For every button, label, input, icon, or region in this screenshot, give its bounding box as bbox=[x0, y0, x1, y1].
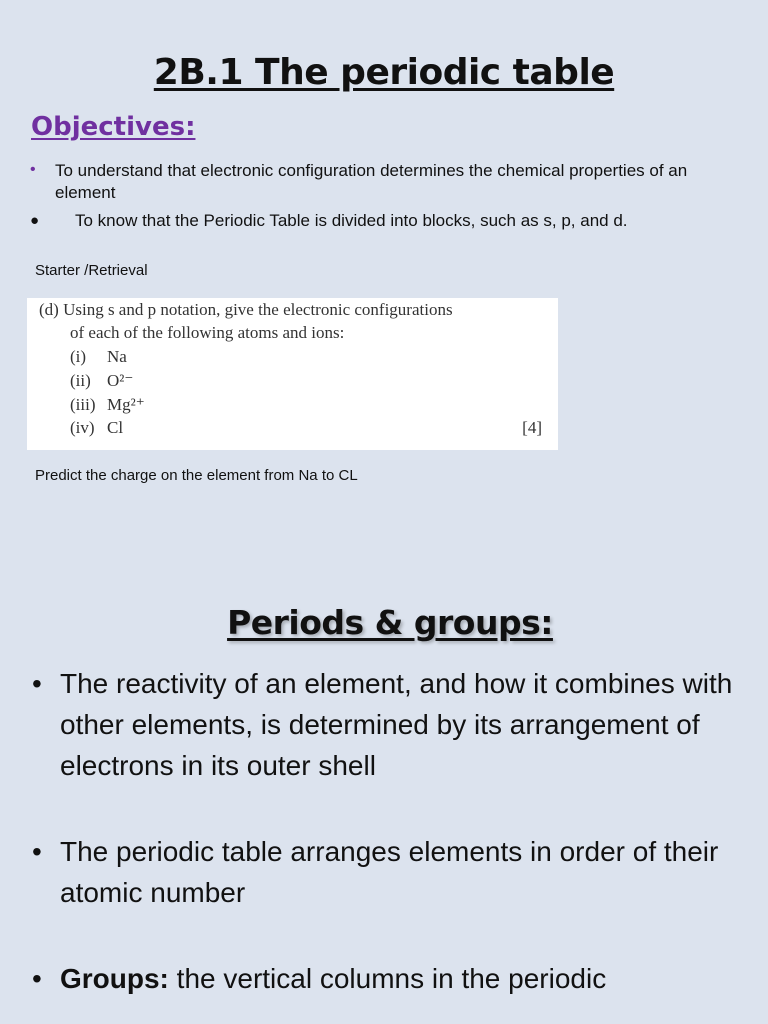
periods-bullets bbox=[32, 663, 752, 999]
question-part-text: Mg²⁺ bbox=[107, 395, 145, 414]
question-line: of each of the following atoms and ions: bbox=[70, 323, 345, 342]
question-part-text: Cl bbox=[107, 418, 124, 437]
question-part-num: (i) bbox=[70, 347, 87, 366]
bullet-text: The periodic table arranges elements in order of their atomic number bbox=[60, 836, 719, 908]
bullet-item bbox=[32, 958, 752, 999]
bullet-icon: • bbox=[32, 836, 42, 867]
question-marks: [4] bbox=[522, 418, 542, 437]
question-part-text: Na bbox=[107, 347, 127, 366]
question-line: (d) Using s and p notation, give the electronic configurations bbox=[39, 300, 453, 319]
bullet-icon: • bbox=[32, 668, 42, 699]
question-part-num: (iii) bbox=[70, 395, 96, 414]
bullet-icon: • bbox=[32, 963, 42, 994]
objective-text: To understand that electronic configuration determines the chemical properties of an element bbox=[55, 161, 688, 202]
groups-label: Groups: bbox=[60, 963, 169, 994]
question-part-num: (iv) bbox=[70, 418, 95, 437]
objectives-heading: Objectives: bbox=[31, 112, 196, 142]
objective-item bbox=[30, 160, 730, 204]
bullet-item bbox=[32, 831, 752, 913]
groups-text: the vertical columns in the periodic bbox=[168, 963, 607, 994]
question-part-num: (ii) bbox=[70, 371, 91, 390]
predict-prompt: Predict the charge on the element from Na to CL bbox=[35, 467, 358, 484]
bullet-icon: ● bbox=[30, 212, 40, 229]
page-title: 2B.1 The periodic table bbox=[153, 52, 615, 93]
starter-label: Starter /Retrieval bbox=[35, 262, 148, 279]
bullet-icon: • bbox=[30, 161, 36, 178]
question-part-text: O²⁻ bbox=[107, 371, 134, 390]
question-image bbox=[27, 298, 558, 450]
bullet-text: The reactivity of an element, and how it combines with other elements, is determined by its arrangement of electrons in its outer shell bbox=[60, 668, 733, 781]
objective-text: To know that the Periodic Table is divided into blocks, such as s, p, and d. bbox=[75, 211, 628, 230]
objective-item bbox=[30, 210, 730, 232]
periods-heading: Periods & groups: bbox=[227, 603, 553, 642]
objectives-list bbox=[30, 160, 730, 232]
bullet-item bbox=[32, 663, 752, 786]
